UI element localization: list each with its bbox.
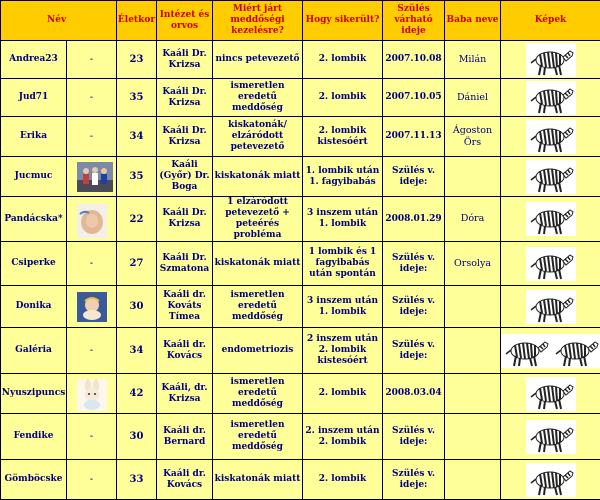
- table-row: [1, 197, 600, 242]
- cell-success: [303, 460, 383, 500]
- cell-name: [1, 286, 67, 328]
- zebra-icon[interactable]: [551, 334, 600, 368]
- cell-age-text: 30: [130, 301, 144, 312]
- cell-due-date-text: Szülés v. ideje:: [392, 253, 435, 274]
- cell-age-text: 34: [130, 345, 144, 356]
- cell-name: [1, 117, 67, 157]
- placeholder-dash: -: [90, 54, 93, 65]
- zebra-icon[interactable]: [526, 420, 576, 454]
- cell-due-date: [383, 197, 445, 242]
- cell-reason: [213, 460, 303, 500]
- cell-reason: [213, 414, 303, 460]
- cell-age-text: 42: [130, 388, 144, 399]
- table-row: [1, 79, 600, 117]
- cell-due-date: [383, 242, 445, 286]
- cell-clinic: [157, 460, 213, 500]
- placeholder-dash: -: [90, 92, 93, 103]
- cell-images: [501, 328, 600, 374]
- cell-reason: [213, 374, 303, 414]
- cell-images: [501, 374, 600, 414]
- cell-reason: [213, 41, 303, 79]
- placeholder-dash: -: [90, 131, 93, 142]
- cell-reason: [213, 242, 303, 286]
- cell-clinic-text: Kaáli Dr. Szmatona: [160, 253, 210, 274]
- cell-baby-name: [445, 374, 501, 414]
- cell-clinic-text: Kaáli dr. Bernard: [163, 426, 206, 447]
- photo-baby[interactable]: [77, 292, 107, 322]
- cell-reason-text: 1 elzáródott petevezető + peteérés probléma: [225, 197, 290, 240]
- cell-clinic: [157, 328, 213, 374]
- cell-age: [117, 117, 157, 157]
- cell-clinic: [157, 79, 213, 117]
- cell-age-text: 34: [130, 131, 144, 142]
- cell-age-text: 33: [130, 474, 144, 485]
- cell-success-text: 2. lombik: [319, 92, 366, 102]
- cell-due-date-text: Szülés v. ideje:: [392, 469, 435, 490]
- cell-clinic: [157, 41, 213, 79]
- cell-success: [303, 79, 383, 117]
- cell-due-date: [383, 328, 445, 374]
- images-group: [501, 81, 600, 115]
- cell-reason-text: ismeretlen eredetű meddőség: [230, 377, 284, 409]
- cell-clinic: [157, 242, 213, 286]
- zebra-icon[interactable]: [526, 120, 576, 154]
- cell-baby-name: [445, 117, 501, 157]
- cell-photo: [67, 79, 117, 117]
- cell-clinic: [157, 414, 213, 460]
- cell-name: [1, 414, 67, 460]
- cell-reason-text: kiskatonák/ elzáródott petevezető: [228, 120, 287, 152]
- zebra-icon[interactable]: [526, 463, 576, 497]
- cell-success-text: 1. lombik után 1. fagyibabás: [306, 166, 380, 187]
- cell-success: [303, 157, 383, 197]
- cell-success-text: 2. lombik kistesóért: [317, 126, 367, 147]
- cell-clinic-text: Kaáli Dr. Krizsa: [162, 87, 206, 108]
- cell-photo: [67, 414, 117, 460]
- cell-reason-text: kiskatonák miatt: [215, 474, 301, 484]
- cell-age-text: 35: [130, 171, 144, 182]
- cell-baby-name: [445, 414, 501, 460]
- cell-name-text: Erika: [20, 131, 47, 141]
- cell-age: [117, 79, 157, 117]
- placeholder-dash: -: [90, 431, 93, 442]
- cell-name: [1, 328, 67, 374]
- cell-name-text: Fendike: [14, 431, 54, 441]
- table-row: [1, 328, 600, 374]
- cell-name: [1, 197, 67, 242]
- cell-success: [303, 117, 383, 157]
- table-row: [1, 286, 600, 328]
- cell-due-date-text: 2007.10.08: [385, 54, 441, 64]
- cell-name: [1, 79, 67, 117]
- table-row: [1, 460, 600, 500]
- cell-images: [501, 242, 600, 286]
- cell-photo: [67, 460, 117, 500]
- cell-baby-name: [445, 242, 501, 286]
- cell-name: [1, 374, 67, 414]
- cell-success: [303, 41, 383, 79]
- cell-baby-name: [445, 460, 501, 500]
- cell-baby-name: [445, 41, 501, 79]
- cell-success-text: 2. lombik: [319, 54, 366, 64]
- cell-due-date-text: 2008.01.29: [385, 214, 441, 224]
- cell-name-text: Galéria: [15, 345, 52, 355]
- cell-reason: [213, 79, 303, 117]
- cell-success-text: 2. lombik: [319, 474, 366, 484]
- cell-due-date: [383, 117, 445, 157]
- cell-name: [1, 242, 67, 286]
- header-name: Név: [1, 1, 117, 41]
- cell-clinic-text: Kaáli Dr. Krizsa: [162, 49, 206, 70]
- cell-clinic: [157, 374, 213, 414]
- cell-reason: [213, 328, 303, 374]
- cell-reason-text: kiskatonák miatt: [215, 258, 301, 268]
- cell-reason: [213, 286, 303, 328]
- cell-photo: [67, 286, 117, 328]
- cell-baby-name: [445, 286, 501, 328]
- cell-photo: [67, 157, 117, 197]
- cell-clinic-text: Kaáli, dr. Krizsa: [162, 383, 208, 404]
- cell-success: [303, 197, 383, 242]
- cell-reason-text: ismeretlen eredetű meddőség: [230, 420, 284, 452]
- images-group: [501, 290, 600, 324]
- cell-name-text: Jucmuc: [15, 171, 53, 181]
- images-group: [501, 202, 600, 236]
- cell-baby-name: [445, 197, 501, 242]
- cell-success-text: 2. inszem után 2. lombik: [305, 426, 379, 447]
- cell-success-text: 3 inszem után 1. lombik: [307, 296, 378, 317]
- cell-age: [117, 286, 157, 328]
- cell-age: [117, 242, 157, 286]
- cell-age: [117, 460, 157, 500]
- cell-success: [303, 286, 383, 328]
- cell-baby-name: [445, 157, 501, 197]
- header-reason: Miért járt meddőségi kezelésre?: [213, 1, 303, 41]
- cell-images: [501, 197, 600, 242]
- header-clinic: Intézet és orvos: [157, 1, 213, 41]
- cell-age: [117, 41, 157, 79]
- cell-name-text: Nyuszipuncs: [2, 388, 66, 398]
- cell-name: [1, 41, 67, 79]
- cell-success-text: 1 lombik és 1 fagyibabás után spontán: [309, 247, 377, 279]
- cell-baby-name-text: Ágoston Örs: [453, 125, 492, 148]
- zebra-icon[interactable]: [526, 290, 576, 324]
- zebra-icon[interactable]: [526, 43, 576, 77]
- cell-age: [117, 328, 157, 374]
- cell-clinic-text: Kaáli dr. Kováts Tímea: [163, 290, 206, 322]
- placeholder-dash: -: [90, 345, 93, 356]
- cell-images: [501, 79, 600, 117]
- cell-due-date: [383, 157, 445, 197]
- cell-photo: [67, 374, 117, 414]
- cell-age: [117, 374, 157, 414]
- cell-clinic-text: Kaáli dr. Kovács: [163, 469, 206, 490]
- zebra-icon[interactable]: [526, 377, 576, 411]
- header-success: Hogy sikerült?: [303, 1, 383, 41]
- cell-baby-name-text: Dóra: [461, 213, 485, 224]
- cell-baby-name: [445, 79, 501, 117]
- cell-baby-name: [445, 328, 501, 374]
- cell-success: [303, 374, 383, 414]
- cell-photo: [67, 197, 117, 242]
- cell-name-text: Csiperke: [11, 258, 55, 268]
- header-baby: Baba neve: [445, 1, 501, 41]
- cell-photo: [67, 117, 117, 157]
- table-row: [1, 41, 600, 79]
- header-row: [1, 1, 600, 41]
- placeholder-dash: -: [90, 258, 93, 269]
- zebra-icon[interactable]: [526, 247, 576, 281]
- cell-baby-name-text: Orsolya: [454, 258, 491, 269]
- cell-success: [303, 328, 383, 374]
- table-row: [1, 242, 600, 286]
- cell-clinic-text: Kaáli (Győr) Dr. Boga: [159, 160, 209, 192]
- cell-clinic: [157, 286, 213, 328]
- cell-age: [117, 414, 157, 460]
- placeholder-dash: -: [90, 474, 93, 485]
- cell-age: [117, 197, 157, 242]
- cell-name-text: Gömböcske: [4, 474, 62, 484]
- images-group: [501, 463, 600, 497]
- images-group: [501, 43, 600, 77]
- table-row: [1, 157, 600, 197]
- cell-due-date-text: 2007.11.13: [385, 131, 441, 141]
- cell-due-date: [383, 286, 445, 328]
- cell-due-date: [383, 79, 445, 117]
- cell-age-text: 23: [130, 54, 144, 65]
- photo-family[interactable]: [77, 162, 107, 192]
- cell-due-date: [383, 41, 445, 79]
- cell-images: [501, 117, 600, 157]
- cell-age: [117, 157, 157, 197]
- cell-name-text: Jud71: [19, 92, 49, 102]
- cell-success: [303, 414, 383, 460]
- zebra-icon[interactable]: [501, 334, 551, 368]
- cell-images: [501, 414, 600, 460]
- cell-images: [501, 286, 600, 328]
- cell-due-date-text: Szülés v. ideje:: [392, 340, 435, 361]
- cell-age-text: 30: [130, 431, 144, 442]
- cell-photo: [67, 242, 117, 286]
- cell-clinic-text: Kaáli Dr. Krizsa: [162, 208, 206, 229]
- cell-due-date-text: Szülés v. ideje:: [392, 426, 435, 447]
- cell-due-date: [383, 374, 445, 414]
- images-group: [501, 160, 600, 194]
- header-age: Életkor: [117, 1, 157, 41]
- cell-images: [501, 41, 600, 79]
- cell-reason-text: ismeretlen eredetű meddőség: [230, 81, 284, 113]
- images-group: [501, 247, 600, 281]
- cell-clinic: [157, 197, 213, 242]
- cell-photo: [67, 328, 117, 374]
- cell-reason-text: ismeretlen eredetű meddőség: [230, 290, 284, 322]
- cell-name-text: Pandácska*: [4, 214, 62, 224]
- images-group: [501, 377, 600, 411]
- cell-success: [303, 242, 383, 286]
- cell-due-date-text: 2007.10.05: [385, 92, 441, 102]
- cell-reason: [213, 197, 303, 242]
- images-group: [501, 120, 600, 154]
- cell-clinic-text: Kaáli Dr. Krizsa: [162, 126, 206, 147]
- cell-baby-name-text: Milán: [459, 54, 487, 65]
- cell-due-date-text: 2008.03.04: [385, 388, 441, 398]
- table-row: [1, 374, 600, 414]
- photo-bunny[interactable]: [77, 379, 107, 409]
- cell-due-date: [383, 460, 445, 500]
- cell-due-date-text: Szülés v. ideje:: [392, 296, 435, 317]
- cell-due-date-text: Szülés v. ideje:: [392, 166, 435, 187]
- cell-age-text: 35: [130, 92, 144, 103]
- cell-reason-text: kiskatonák miatt: [215, 171, 301, 181]
- cell-name: [1, 460, 67, 500]
- photo-belly[interactable]: [77, 204, 107, 234]
- images-group: [501, 334, 600, 368]
- header-due: Szülés várható ideje: [383, 1, 445, 41]
- zebra-icon[interactable]: [526, 202, 576, 236]
- cell-reason: [213, 157, 303, 197]
- cell-clinic: [157, 157, 213, 197]
- cell-baby-name-text: Dániel: [457, 92, 488, 103]
- table-row: [1, 117, 600, 157]
- table-row: [1, 414, 600, 460]
- cell-success-text: 2 inszem után 2. lombik kistesóért: [307, 334, 378, 366]
- cell-success-text: 3 inszem után 1. lombik: [307, 208, 378, 229]
- images-group: [501, 420, 600, 454]
- cell-age-text: 22: [130, 214, 144, 225]
- cell-name-text: Andrea23: [9, 54, 58, 64]
- cell-name: [1, 157, 67, 197]
- cell-clinic: [157, 117, 213, 157]
- cell-age-text: 27: [130, 258, 144, 269]
- cell-clinic-text: Kaáli dr. Kovács: [163, 340, 206, 361]
- cell-reason-text: nincs petevezető: [215, 54, 299, 64]
- header-pics: Képek: [501, 1, 600, 41]
- cell-name-text: Donika: [16, 301, 52, 311]
- zebra-icon[interactable]: [526, 160, 576, 194]
- zebra-icon[interactable]: [526, 81, 576, 115]
- cell-photo: [67, 41, 117, 79]
- cell-success-text: 2. lombik: [319, 388, 366, 398]
- cell-images: [501, 157, 600, 197]
- cell-due-date: [383, 414, 445, 460]
- cell-reason-text: endometriozis: [222, 345, 294, 355]
- cell-reason: [213, 117, 303, 157]
- cell-images: [501, 460, 600, 500]
